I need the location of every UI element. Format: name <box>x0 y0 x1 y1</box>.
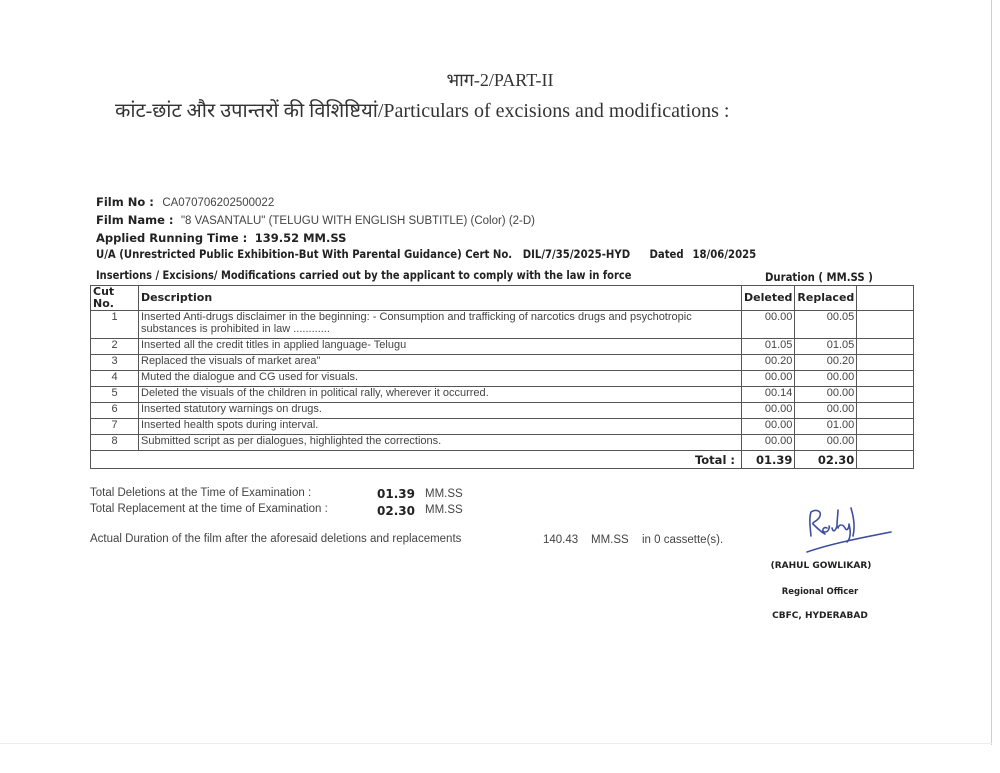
header-deleted: Deleted <box>742 286 795 311</box>
signatory-name: (RAHUL GOWLIKAR) <box>770 561 872 571</box>
cassette-text: in 0 cassette(s). <box>642 534 724 546</box>
cell-replaced: 00.00 <box>795 371 857 387</box>
signatory-office: CBFC, HYDERABAD <box>772 611 868 621</box>
running-time-value: 139.52 MM.SS <box>254 231 347 245</box>
cell-blank <box>857 451 914 469</box>
total-deleted: 01.39 <box>742 451 795 469</box>
table-row <box>91 403 914 419</box>
table-row <box>91 355 914 371</box>
cell-deleted: 00.00 <box>742 435 795 451</box>
cell-replaced: 00.20 <box>795 355 857 371</box>
cell-blank <box>857 435 914 451</box>
total-row <box>91 451 914 469</box>
cell-description: Submitted script as per dialogues, highlighted the corrections. <box>139 435 742 451</box>
running-time-line <box>96 229 346 247</box>
dated-label: Dated <box>649 247 684 261</box>
actual-duration-label: Actual Duration of the film after the aforesaid deletions and replacements <box>90 533 462 545</box>
document-title: कांट-छांट और उपान्तरों की विशिष्टियां/Particulars of excisions and modifications : <box>115 100 730 122</box>
film-name-value: "8 VASANTALU" (TELUGU WITH ENGLISH SUBTITLE) (Color) (2-D) <box>180 215 536 227</box>
cell-blank <box>857 339 914 355</box>
cell-description: Replaced the visuals of market area" <box>139 355 742 371</box>
cell-cut-no: 7 <box>91 419 139 435</box>
cell-deleted: 01.05 <box>742 339 795 355</box>
cell-cut-no: 3 <box>91 355 139 371</box>
table-header-row <box>91 286 914 311</box>
cert-no: DIL/7/35/2025-HYD <box>522 247 631 261</box>
cell-description: Inserted all the credit titles in applied language- Telugu <box>139 339 742 355</box>
cell-cut-no: 6 <box>91 403 139 419</box>
table-row <box>91 339 914 355</box>
cell-deleted: 00.20 <box>742 355 795 371</box>
dated-value: 18/06/2025 <box>692 247 757 261</box>
cell-description: Inserted statutory warnings on drugs. <box>139 403 742 419</box>
film-no-value: CA070706202500022 <box>162 197 275 209</box>
scan-edge-right <box>991 0 992 745</box>
signatory-designation: Regional Officer <box>781 587 859 597</box>
cell-blank <box>857 355 914 371</box>
cell-cut-no: 8 <box>91 435 139 451</box>
cell-deleted: 00.00 <box>742 311 795 339</box>
duration-label: Duration ( MM.SS ) <box>765 270 873 284</box>
cell-replaced: 01.05 <box>795 339 857 355</box>
running-time-label: Applied Running Time : <box>96 231 248 245</box>
cell-description: Inserted health spots during interval. <box>139 419 742 435</box>
total-replacement-unit: MM.SS <box>425 504 463 516</box>
cell-blank <box>857 371 914 387</box>
cell-replaced: 01.00 <box>795 419 857 435</box>
table-row <box>91 435 914 451</box>
total-deletions-value: 01.39 <box>377 487 415 501</box>
total-replacement-label: Total Replacement at the time of Examination : <box>90 503 328 515</box>
actual-duration-value: 140.43 <box>543 534 579 546</box>
table-caption: Insertions / Excisions/ Modifications carried out by the applicant to comply with the law in force <box>96 268 632 282</box>
cell-cut-no: 2 <box>91 339 139 355</box>
cell-deleted: 00.00 <box>742 371 795 387</box>
signature-underline <box>807 532 891 552</box>
cell-cut-no: 4 <box>91 371 139 387</box>
actual-duration-unit: MM.SS <box>591 534 629 546</box>
header-description: Description <box>139 286 742 311</box>
film-name-label: Film Name : <box>96 213 174 227</box>
table-row <box>91 311 914 339</box>
cell-replaced: 00.00 <box>795 435 857 451</box>
total-label: Total : <box>91 451 742 469</box>
header-blank <box>857 286 914 311</box>
signature-icon <box>775 498 900 558</box>
signature-stroke <box>810 510 850 542</box>
cell-blank <box>857 311 914 339</box>
cell-blank <box>857 419 914 435</box>
cell-replaced: 00.00 <box>795 403 857 419</box>
certificate-text: U/A (Unrestricted Public Exhibition-But With Parental Guidance) Cert No. <box>96 247 513 261</box>
certificate-line <box>96 247 756 261</box>
cell-description: Inserted Anti-drugs disclaimer in the beginning: - Consumption and trafficking of narcotics drugs and psychotropic substances is prohibited in law ............ <box>139 311 742 339</box>
cell-cut-no: 1 <box>91 311 139 339</box>
cell-deleted: 00.00 <box>742 419 795 435</box>
film-name-line <box>96 211 535 229</box>
total-replaced: 02.30 <box>795 451 857 469</box>
cell-replaced: 00.05 <box>795 311 857 339</box>
cuts-table <box>90 285 914 469</box>
table-row <box>91 371 914 387</box>
total-deletions-unit: MM.SS <box>425 488 463 500</box>
scan-edge-bottom <box>0 743 992 744</box>
cell-blank <box>857 403 914 419</box>
part-title: भाग-2/PART-II <box>446 70 554 90</box>
total-replacement-value: 02.30 <box>377 504 415 518</box>
film-no-line <box>96 193 274 211</box>
table-row <box>91 387 914 403</box>
film-no-label: Film No : <box>96 195 154 209</box>
cell-blank <box>857 387 914 403</box>
header-cut-no: Cut No. <box>91 286 139 311</box>
table-row <box>91 419 914 435</box>
cell-description: Muted the dialogue and CG used for visuals. <box>139 371 742 387</box>
total-deletions-label: Total Deletions at the Time of Examination : <box>90 487 312 499</box>
cell-replaced: 00.00 <box>795 387 857 403</box>
cell-description: Deleted the visuals of the children in political rally, wherever it occurred. <box>139 387 742 403</box>
cell-deleted: 00.14 <box>742 387 795 403</box>
cell-cut-no: 5 <box>91 387 139 403</box>
cell-deleted: 00.00 <box>742 403 795 419</box>
signature-flourish <box>851 508 854 536</box>
header-replaced: Replaced <box>795 286 857 311</box>
